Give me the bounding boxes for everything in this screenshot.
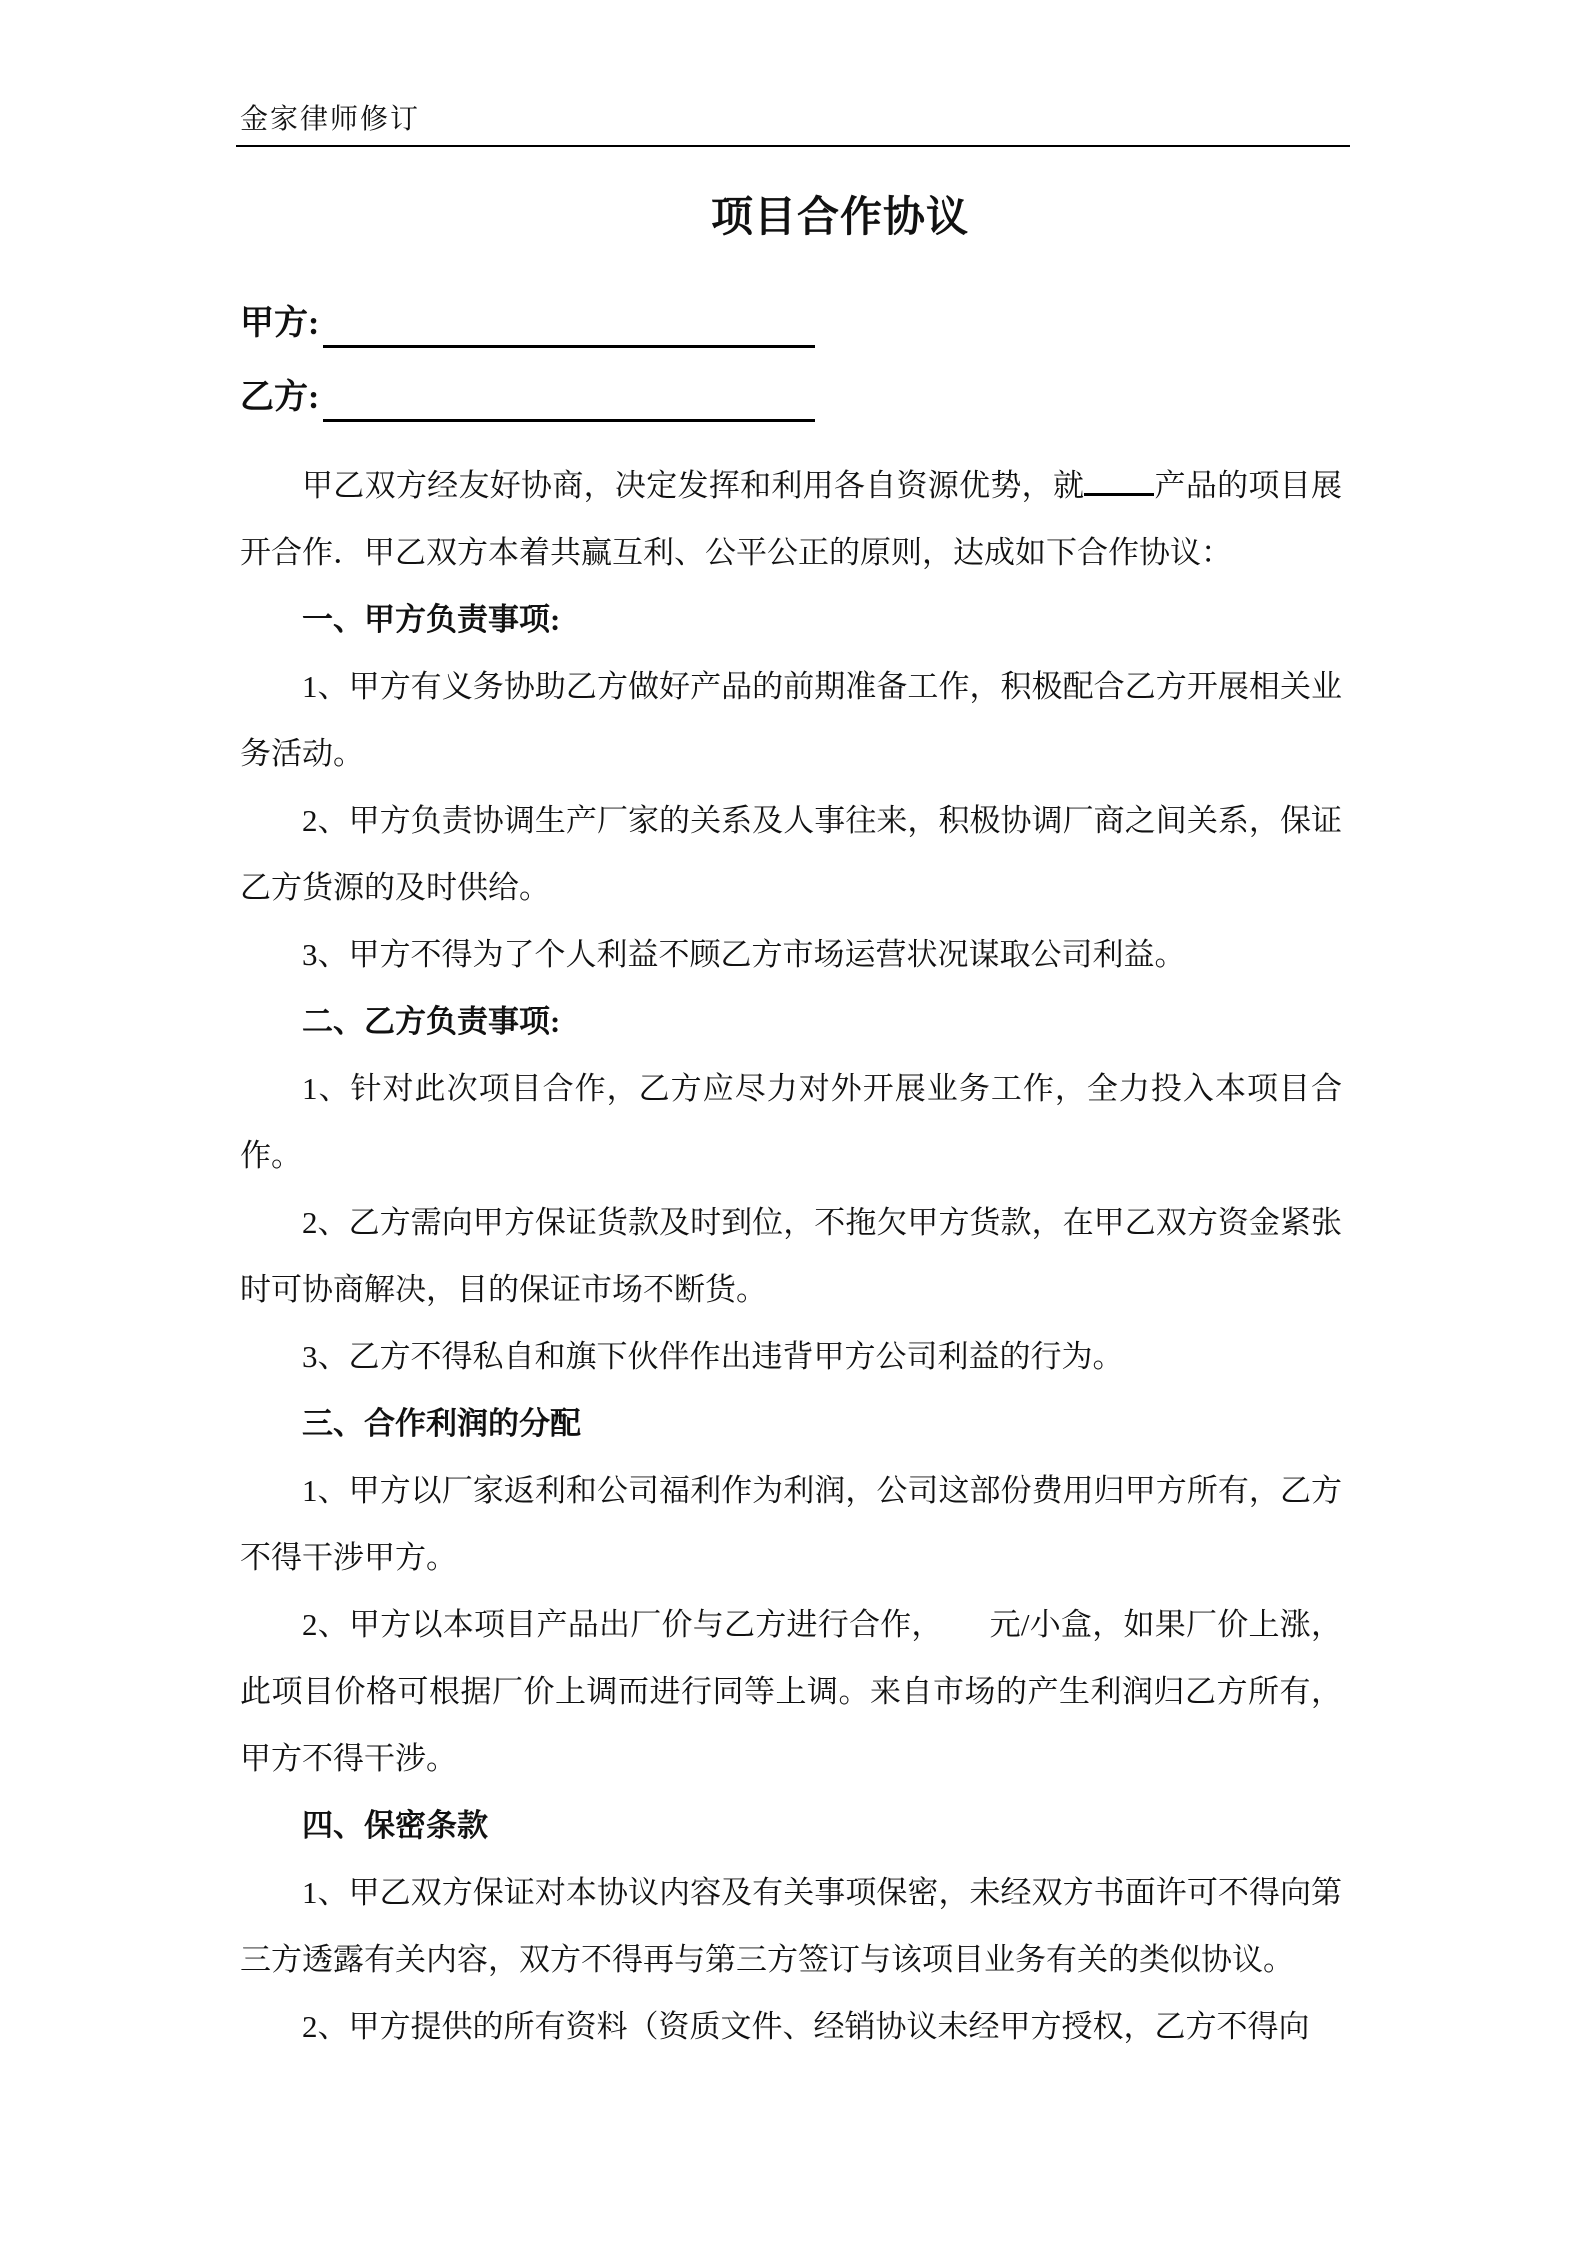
section-1-item-2: 2、甲方负责协调生产厂家的关系及人事往来，积极协调厂商之间关系，保证乙方货源的及时供给。 xyxy=(240,803,1342,905)
section-4-item-1: 1、甲乙双方保证对本协议内容及有关事项保密，未经双方书面许可不得向第三方透露有关内容，双方不得再与第三方签订与该项目业务有关的类似协议。 xyxy=(240,1875,1342,1977)
section-2-heading: 二、乙方负责事项: xyxy=(302,1004,561,1039)
party-a-label: 甲方: xyxy=(240,305,320,342)
section-1-item-3: 3、甲方不得为了个人利益不顾乙方市场运营状况谋取公司利益。 xyxy=(302,937,1186,972)
contract-body xyxy=(240,452,1342,2060)
party-a-row xyxy=(240,300,815,348)
product-name-blank xyxy=(1084,462,1154,496)
party-b-label: 乙方: xyxy=(240,379,320,416)
party-b-fill-line xyxy=(323,377,815,422)
section-3-item-1: 1、甲方以厂家返利和公司福利作为利润，公司这部份费用归甲方所有，乙方不得干涉甲方。 xyxy=(240,1473,1342,1575)
party-a-fill-line xyxy=(323,303,815,348)
section-2-item-3: 3、乙方不得私自和旗下伙伴作出违背甲方公司利益的行为。 xyxy=(302,1339,1124,1374)
section-3-item-2: 2、甲方以本项目产品出厂价与乙方进行合作， 元/小盒，如果厂价上涨，此项目价格可根据厂价上调而进行同等上调。来自市场的产生利润归乙方所有，甲方不得干涉。 xyxy=(240,1607,1342,1776)
party-b-row xyxy=(240,374,815,422)
header-divider-line xyxy=(236,145,1350,147)
section-2-item-2: 2、乙方需向甲方保证货款及时到位，不拖欠甲方货款，在甲乙双方资金紧张时可协商解决，目的保证市场不断货。 xyxy=(240,1205,1342,1307)
intro-tail-text: 产品的项目展开合作．甲乙双方本着共赢互利、公平公正的原则，达成如下合作协议： xyxy=(240,468,1343,570)
section-1-item-1: 1、甲方有义务协助乙方做好产品的前期准备工作，积极配合乙方开展相关业务活动。 xyxy=(240,669,1342,771)
document-header-note: 金家律师修订 xyxy=(240,104,421,135)
section-3-heading: 三、合作利润的分配 xyxy=(302,1406,581,1441)
section-2-item-1: 1、针对此次项目合作，乙方应尽力对外开展业务工作，全力投入本项目合作。 xyxy=(240,1071,1342,1173)
intro-paragraph xyxy=(240,452,1342,586)
section-4-heading: 四、保密条款 xyxy=(302,1808,488,1843)
section-4-item-2: 2、甲方提供的所有资料（资质文件、经销协议未经甲方授权，乙方不得向 xyxy=(302,2009,1310,2044)
section-1-heading: 一、甲方负责事项: xyxy=(302,602,561,637)
document-title: 项目合作协议 xyxy=(710,195,969,241)
intro-lead-text: 甲乙双方经友好协商，决定发挥和利用各自资源优势，就 xyxy=(302,468,1085,503)
